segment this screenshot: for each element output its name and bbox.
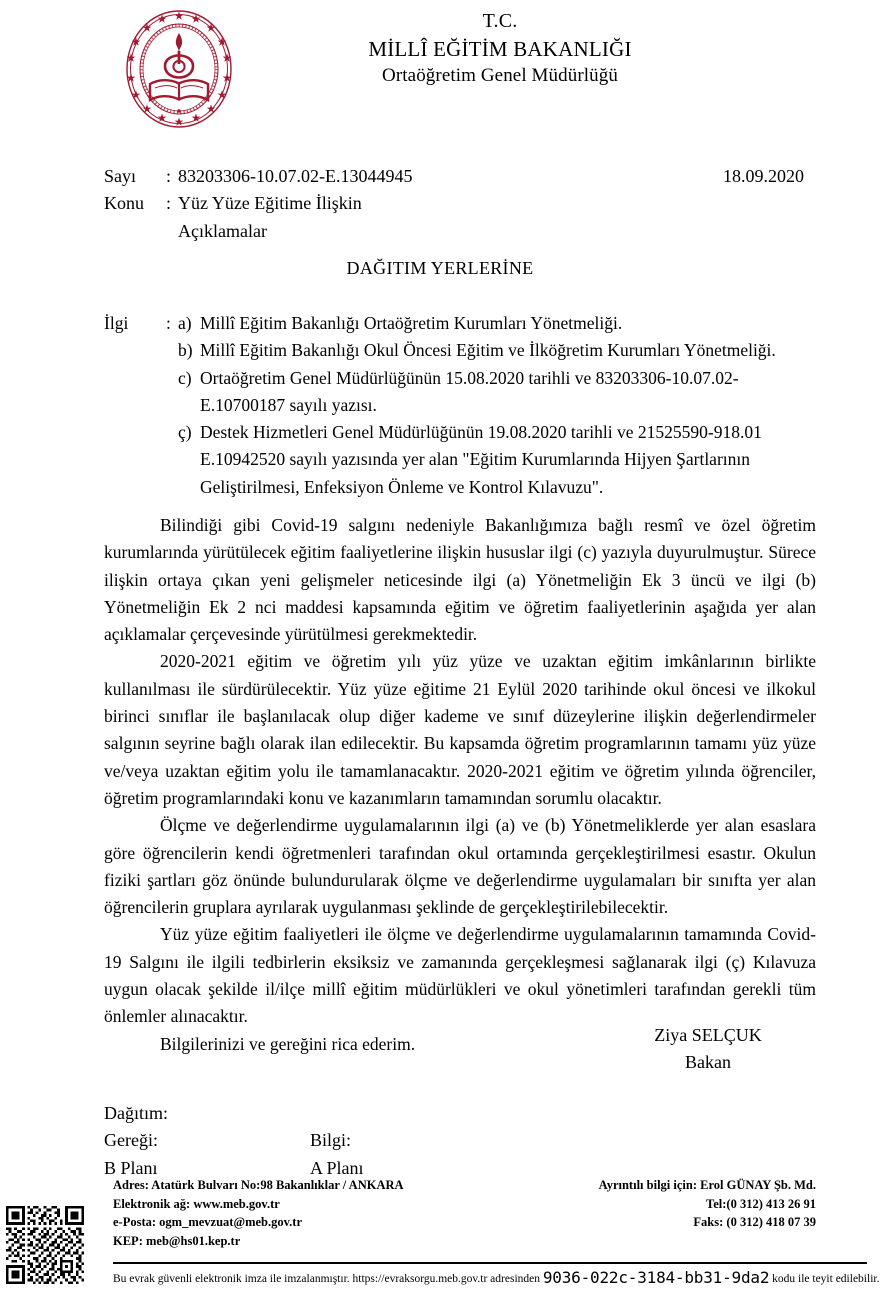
sayi-value: 83203306-10.07.02-E.13044945 — [178, 166, 413, 186]
verification-line — [113, 1268, 880, 1287]
verification-code: 9036-022c-3184-bb31-9da2 — [542, 1268, 770, 1287]
konu-colon: : — [166, 193, 172, 214]
footer-website-line: Elektronik ağ: www.meb.gov.tr — [113, 1196, 280, 1211]
verification-suffix: kodu ile teyit edilebilir. — [772, 1273, 880, 1285]
konu-label: Konu — [104, 193, 144, 214]
references-list — [104, 310, 816, 501]
body-paragraph-closing: Bilgilerinizi ve gereğini rica ederim. — [160, 1033, 416, 1054]
footer-contact-columns — [0, 1176, 880, 1254]
footer-contact-person: Ayrıntılı bilgi için: Erol GÜNAY Şb. Md. — [598, 1178, 816, 1192]
body-paragraph: Yüz yüze eğitim faaliyetleri ile ölçme ve değerlendirme uygulamalarının tamamında Covid-19 Salgını ile ilgili tedbirlerin eksiksiz ve zamanında gerçekleşmesi sağlanarak ilgi (ç) Kılavuza uygun olacak şekilde il/ilçe millî eğitim müdürlükleri ve okul yönetimleri tarafından gerekli tüm önlemler alınacaktır. — [104, 924, 816, 1027]
footer-email-line: e-Posta: ogm_mevzuat@meb.gov.tr — [113, 1215, 303, 1229]
distribution-bilgi-label: Bilgi: — [310, 1130, 352, 1151]
reference-text: Ortaöğretim Genel Müdürlüğünün 15.08.2020 tarihli ve 83203306-10.07.02-E.10700187 sayılı yazısı. — [200, 367, 739, 415]
reference-text: Destek Hizmetleri Genel Müdürlüğünün 19.08.2020 tarihli ve 21525590-918.01 E.10942520 sayılı yazısında yer alan "Eğitim Kurumlarında Hijyen Şartlarının Geliştirilmesi, Enfeksiyon Önleme ve Kontrol Kılavuzu". — [200, 422, 762, 497]
reference-marker: a) — [178, 313, 192, 333]
meb-emblem-icon — [118, 8, 240, 130]
letterhead-line-ministry: MİLLÎ EĞİTİM BAKANLIĞI — [368, 36, 632, 61]
footer-divider — [113, 1262, 867, 1264]
document-meta — [104, 163, 804, 245]
reference-marker: b) — [178, 340, 193, 361]
references-block — [104, 310, 816, 501]
distribution-block — [104, 1100, 604, 1182]
sayi-colon: : — [166, 166, 172, 186]
footer-address-block — [113, 1176, 404, 1250]
letterhead-line-directorate: Ortaöğretim Genel Müdürlüğü — [382, 64, 618, 86]
distribution-geregi-value: B Planı — [104, 1157, 158, 1178]
list-item — [178, 365, 816, 420]
body-paragraph: 2020-2021 eğitim ve öğretim yılı yüz yüze ve uzaktan eğitim imkânlarının birlikte kullanılması ile sürdürülecektir. Yüz yüze eğitime 21 Eylül 2020 tarihinde okul öncesi ve ilkokul birinci sınıflar ile başlanılacak olup diğer kademe ve sınıf düzeylerine ilişkin değerlendirmeler salgının seyrine bağlı olarak ilan edilecektir. Bu kapsamda öğretim programlarının tamamı yüz yüze ve/veya uzaktan eğitim yolu ile tamamlanacaktır. 2020-2021 eğitim ve öğretim yılında öğrenciler, öğretim programlarındaki konu ve kazanımların tamamından sorumlu olacaktır. — [104, 651, 816, 808]
ilgi-colon: : — [166, 313, 171, 333]
letterhead-line-tc: T.C. — [482, 10, 518, 32]
footer-phone: Tel:(0 312) 413 26 91 — [706, 1196, 816, 1211]
letterhead — [0, 0, 880, 140]
distribution-bilgi-value: A Planı — [310, 1157, 364, 1178]
distribution-heading: Dağıtım: — [104, 1103, 168, 1123]
verification-prefix: Bu evrak güvenli elektronik imza ile imzalanmıştır. https://evraksorgu.meb.gov.tr adresinden — [113, 1273, 540, 1285]
qr-code-icon — [6, 1206, 84, 1284]
document-date: 18.09.2020 — [723, 166, 804, 186]
letterhead-title-block — [250, 8, 750, 88]
list-item — [178, 310, 816, 337]
meta-row-sayi — [104, 163, 804, 190]
footer-kep-line: KEP: meb@hs01.kep.tr — [113, 1233, 241, 1248]
reference-text: Millî Eğitim Bakanlığı Ortaöğretim Kurumları Yönetmeliği. — [200, 313, 623, 333]
footer-contact-block — [599, 1176, 816, 1232]
letter-body — [104, 512, 816, 1058]
konu-value: Yüz Yüze Eğitime İlişkin — [178, 193, 362, 214]
list-item — [178, 419, 816, 501]
body-paragraph: Ölçme ve değerlendirme uygulamalarının ilgi (a) ve (b) Yönetmeliklerde yer alan esaslara göre öğrencilerin kendi öğretmenleri tarafından okul ortamında gerçekleştirilmesi esastır. Okulun fiziki şartları göz önünde bulundurularak ölçme ve değerlendirme uygulamaları bir sınıfta yer alan öğrencilerin gruplara ayrılarak uygulanması şeklinde de gerçekleştirilebilecektir. — [104, 815, 816, 918]
reference-text: Millî Eğitim Bakanlığı Okul Öncesi Eğitim ve İlköğretim Kurumları Yönetmeliği. — [200, 340, 776, 361]
reference-marker: ç) — [178, 422, 192, 443]
footer-address-line: Adres: Atatürk Bulvarı No:98 Bakanlıklar / ANKARA — [113, 1178, 404, 1192]
distribution-geregi-label: Gereği: — [104, 1130, 158, 1151]
konu-value-continued: Açıklamalar — [178, 220, 267, 241]
signature-block — [600, 1022, 816, 1076]
signer-name: Ziya SELÇUK — [654, 1025, 762, 1045]
list-item — [178, 337, 816, 364]
footer — [0, 1176, 880, 1254]
recipient-line: DAĞITIM YERLERİNE — [346, 258, 534, 278]
signer-title: Bakan — [685, 1052, 731, 1072]
reference-marker: c) — [178, 367, 192, 388]
body-paragraph: Bilindiği gibi Covid-19 salgını nedeniyle Bakanlığımıza bağlı resmî ve özel öğretim kurumlarında yürütülecek eğitim faaliyetlerine ilişkin hususlar ilgi (c) yazıyla duyurulmuştur. Sürece ilişkin ortaya çıkan yeni gelişmeler neticesinde ilgi (a) Yönetmeliğin Ek 3 üncü ve ilgi (b) Yönetmeliğin Ek 2 nci maddesi kapsamında eğitim ve öğretim faaliyetlerinin aşağıda yer alan açıklamalar çerçevesinde yürütülmesi gerekmektedir. — [104, 515, 816, 645]
sayi-label: Sayı — [104, 166, 137, 186]
meta-row-konu — [104, 190, 804, 217]
ilgi-label: İlgi — [104, 313, 129, 333]
footer-fax: Faks: (0 312) 418 07 39 — [693, 1215, 816, 1229]
distribution-labels-row — [104, 1127, 604, 1154]
